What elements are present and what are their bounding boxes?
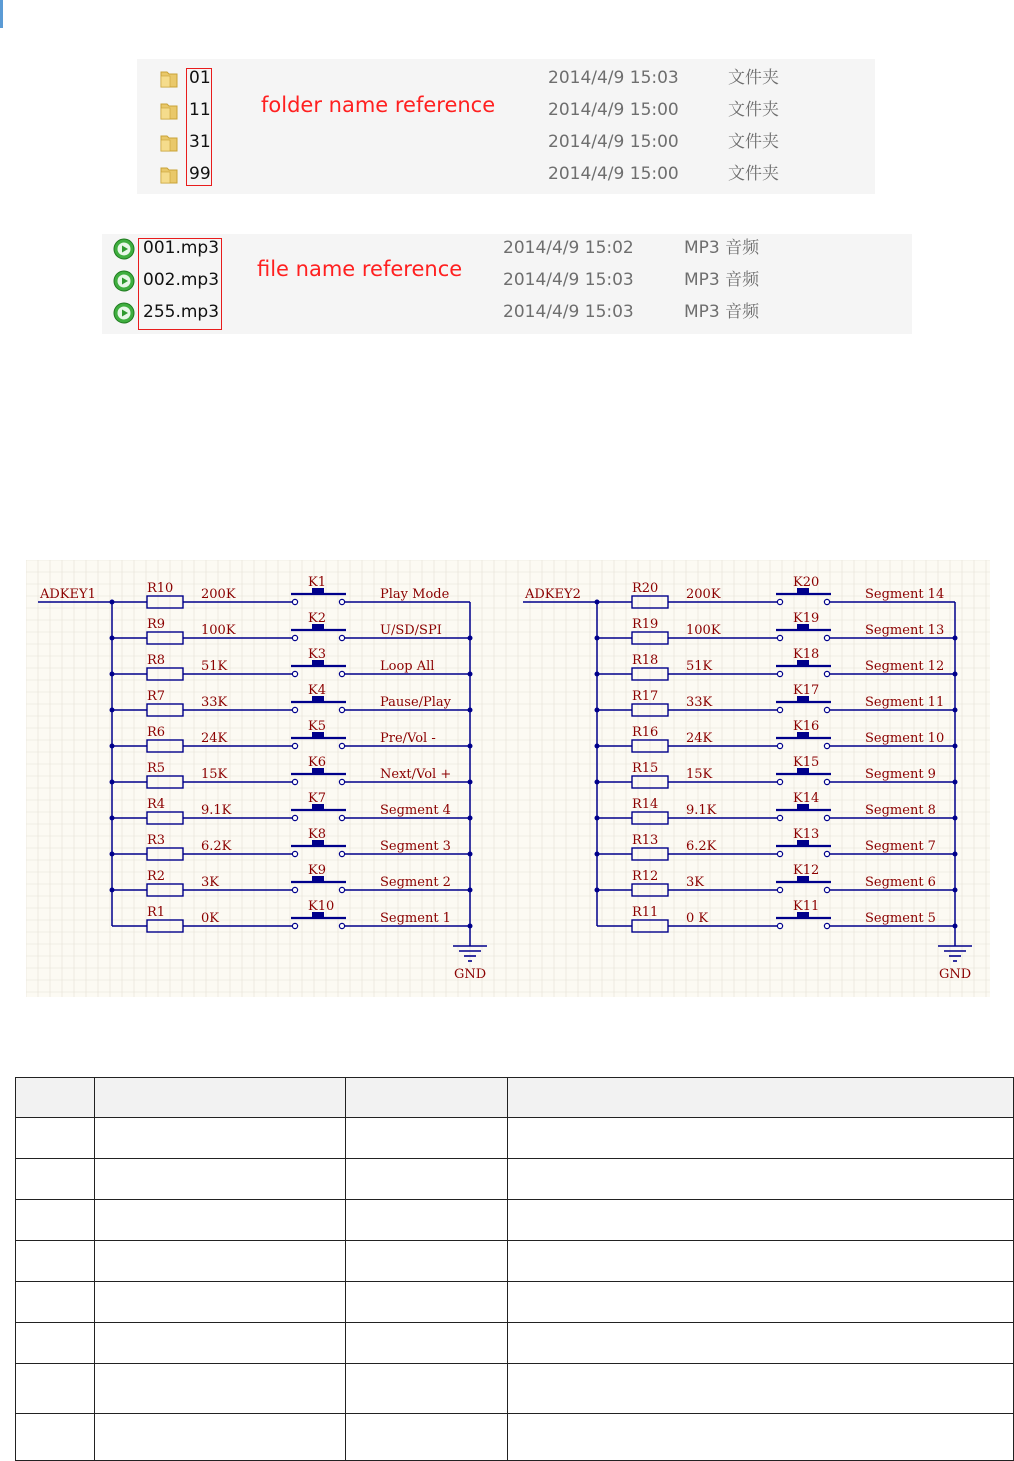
- table-cell: [508, 1200, 1014, 1241]
- key-function-label: Segment 6: [865, 875, 936, 890]
- key-function-label: Segment 7: [865, 839, 936, 854]
- folder-row[interactable]: [137, 130, 875, 162]
- table-cell: [16, 1241, 95, 1282]
- file-type: MP3 音频: [684, 238, 760, 258]
- table-row: [16, 1118, 1014, 1159]
- resistor-value-label: 100K: [201, 623, 236, 638]
- junction-dot: [953, 672, 958, 677]
- switch-pin: [777, 779, 782, 784]
- table-row: [16, 1323, 1014, 1364]
- gnd-label: GND: [939, 967, 972, 982]
- key-label: K14: [793, 791, 820, 806]
- resistor-label: R8: [147, 653, 166, 668]
- adkey-input-label: ADKEY2: [525, 587, 581, 602]
- table-cell: [508, 1323, 1014, 1364]
- key-function-label: Segment 1: [380, 911, 451, 926]
- key-label: K18: [793, 647, 820, 662]
- folder-date: 2014/4/9 15:00: [548, 100, 679, 120]
- key-function-label: Play Mode: [380, 587, 450, 602]
- junction-dot: [953, 708, 958, 713]
- resistor-label: R16: [632, 725, 659, 740]
- junction-dot: [468, 744, 473, 749]
- folder-type: 文件夹: [728, 164, 779, 184]
- junction-dot: [953, 924, 958, 929]
- folder-row[interactable]: [137, 162, 875, 194]
- file-date: 2014/4/9 15:02: [503, 238, 634, 258]
- key-label: K7: [308, 791, 326, 806]
- key-label: K4: [308, 683, 326, 698]
- folder-row[interactable]: [137, 66, 875, 98]
- junction-dot: [953, 636, 958, 641]
- switch-pin: [777, 599, 782, 604]
- table-cell: [345, 1118, 508, 1159]
- key-function-label: Segment 13: [865, 623, 945, 638]
- table-cell: [345, 1364, 508, 1414]
- switch-pin: [339, 779, 344, 784]
- resistor-value-label: 24K: [686, 731, 713, 746]
- table-cell: [16, 1414, 95, 1461]
- resistor-label: R7: [147, 689, 166, 704]
- switch-pin: [777, 923, 782, 928]
- folder-type: 文件夹: [728, 68, 779, 88]
- key-label: K20: [793, 575, 820, 590]
- switch-pin: [824, 635, 829, 640]
- switch-pin: [339, 743, 344, 748]
- resistor-value-label: 0 K: [686, 911, 709, 926]
- key-function-label: Next/Vol +: [380, 767, 452, 782]
- table-cell: [345, 1159, 508, 1200]
- switch-pin: [824, 887, 829, 892]
- resistor-label: R10: [147, 581, 174, 596]
- resistor-label: R15: [632, 761, 659, 776]
- resistor-value-label: 33K: [686, 695, 713, 710]
- gnd-label: GND: [454, 967, 487, 982]
- folder-type: 文件夹: [728, 100, 779, 120]
- file-list-panel: [102, 234, 912, 334]
- switch-pin: [777, 887, 782, 892]
- key-label: K17: [793, 683, 820, 698]
- resistor-value-label: 100K: [686, 623, 721, 638]
- key-function-label: Pause/Play: [380, 695, 452, 710]
- switch-pin: [339, 815, 344, 820]
- table-cell: [508, 1364, 1014, 1414]
- adkey-schematic: [26, 560, 990, 997]
- table-cell: [16, 1282, 95, 1323]
- resistor-value-label: 9.1K: [686, 803, 717, 818]
- folder-date: 2014/4/9 15:00: [548, 164, 679, 184]
- file-type: MP3 音频: [684, 302, 760, 322]
- key-function-label: Segment 10: [865, 731, 945, 746]
- switch-pin: [824, 671, 829, 676]
- key-function-label: U/SD/SPI: [380, 623, 442, 638]
- mp3-audio-icon: [113, 238, 135, 260]
- key-label: K10: [308, 899, 335, 914]
- pin-description-table: [15, 1077, 1014, 1461]
- table-cell: [16, 1364, 95, 1414]
- table-header-cell: [508, 1078, 1014, 1118]
- resistor-value-label: 6.2K: [686, 839, 717, 854]
- table-cell: [345, 1414, 508, 1461]
- key-label: K5: [308, 719, 326, 734]
- switch-pin: [824, 923, 829, 928]
- junction-dot: [468, 672, 473, 677]
- junction-dot: [468, 852, 473, 857]
- folder-name: 99: [189, 164, 211, 184]
- key-function-label: Pre/Vol -: [380, 731, 436, 746]
- switch-pin: [292, 671, 297, 676]
- table-cell: [94, 1241, 345, 1282]
- file-name: 002.mp3: [143, 270, 220, 290]
- switch-pin: [824, 707, 829, 712]
- folder-name: 11: [189, 100, 211, 120]
- file-row[interactable]: [102, 268, 912, 300]
- switch-pin: [777, 635, 782, 640]
- key-function-label: Segment 3: [380, 839, 451, 854]
- key-function-label: Segment 9: [865, 767, 936, 782]
- key-label: K13: [793, 827, 820, 842]
- table-cell: [16, 1323, 95, 1364]
- switch-pin: [292, 923, 297, 928]
- resistor-label: R6: [147, 725, 166, 740]
- table-header-cell: [94, 1078, 345, 1118]
- key-function-label: Segment 4: [380, 803, 451, 818]
- resistor-label: R2: [147, 869, 166, 884]
- resistor-label: R12: [632, 869, 659, 884]
- resistor-value-label: 15K: [201, 767, 228, 782]
- switch-pin: [777, 815, 782, 820]
- switch-pin: [824, 779, 829, 784]
- switch-pin: [777, 851, 782, 856]
- file-date: 2014/4/9 15:03: [503, 270, 634, 290]
- resistor-value-label: 15K: [686, 767, 713, 782]
- switch-pin: [339, 599, 344, 604]
- table-cell: [508, 1282, 1014, 1323]
- table-cell: [94, 1282, 345, 1323]
- folder-name: 31: [189, 132, 211, 152]
- table-cell: [94, 1118, 345, 1159]
- table-header-cell: [345, 1078, 508, 1118]
- resistor-label: R11: [632, 905, 659, 920]
- page-edge-marker: [0, 0, 3, 28]
- resistor-label: R13: [632, 833, 659, 848]
- resistor-label: R20: [632, 581, 659, 596]
- switch-pin: [292, 635, 297, 640]
- key-label: K2: [308, 611, 326, 626]
- resistor-value-label: 51K: [686, 659, 713, 674]
- switch-pin: [339, 851, 344, 856]
- resistor-label: R18: [632, 653, 659, 668]
- table-cell: [94, 1323, 345, 1364]
- resistor-value-label: 200K: [201, 587, 236, 602]
- switch-pin: [292, 779, 297, 784]
- junction-dot: [953, 852, 958, 857]
- table-header-row: [16, 1078, 1014, 1118]
- resistor-value-label: 6.2K: [201, 839, 232, 854]
- switch-pin: [292, 707, 297, 712]
- switch-pin: [292, 743, 297, 748]
- table-cell: [16, 1118, 95, 1159]
- switch-pin: [339, 635, 344, 640]
- switch-pin: [292, 599, 297, 604]
- key-function-label: Segment 8: [865, 803, 936, 818]
- table-cell: [508, 1118, 1014, 1159]
- folder-list-panel: [137, 59, 875, 194]
- table-row: [16, 1159, 1014, 1200]
- switch-pin: [824, 851, 829, 856]
- file-date: 2014/4/9 15:03: [503, 302, 634, 322]
- junction-dot: [468, 924, 473, 929]
- folder-date: 2014/4/9 15:00: [548, 132, 679, 152]
- switch-pin: [292, 887, 297, 892]
- file-row[interactable]: [102, 236, 912, 268]
- key-function-label: Segment 5: [865, 911, 936, 926]
- junction-dot: [468, 636, 473, 641]
- junction-dot: [468, 780, 473, 785]
- table-cell: [94, 1364, 345, 1414]
- key-function-label: Segment 2: [380, 875, 451, 890]
- table-row: [16, 1414, 1014, 1461]
- key-function-label: Segment 14: [865, 587, 945, 602]
- folder-icon: [159, 165, 179, 185]
- file-name: 001.mp3: [143, 238, 220, 258]
- junction-dot: [953, 816, 958, 821]
- resistor-label: R4: [147, 797, 166, 812]
- junction-dot: [468, 888, 473, 893]
- switch-pin: [339, 887, 344, 892]
- table-cell: [16, 1159, 95, 1200]
- file-name: 255.mp3: [143, 302, 220, 322]
- junction-dot: [468, 708, 473, 713]
- resistor-value-label: 3K: [686, 875, 704, 890]
- key-label: K8: [308, 827, 326, 842]
- switch-pin: [824, 743, 829, 748]
- resistor-label: R3: [147, 833, 166, 848]
- folder-icon: [159, 69, 179, 89]
- resistor-value-label: 3K: [201, 875, 219, 890]
- table-cell: [345, 1200, 508, 1241]
- resistor-label: R17: [632, 689, 659, 704]
- junction-dot: [953, 780, 958, 785]
- table-header-cell: [16, 1078, 95, 1118]
- resistor-label: R14: [632, 797, 659, 812]
- folder-name-reference-label: folder name reference: [261, 93, 496, 117]
- table-cell: [508, 1159, 1014, 1200]
- table-row: [16, 1200, 1014, 1241]
- switch-pin: [339, 923, 344, 928]
- file-row[interactable]: [102, 300, 912, 332]
- resistor-label: R19: [632, 617, 659, 632]
- resistor-value-label: 0K: [201, 911, 219, 926]
- switch-pin: [292, 851, 297, 856]
- table-cell: [94, 1159, 345, 1200]
- table-cell: [345, 1323, 508, 1364]
- table-cell: [94, 1414, 345, 1461]
- adkey-input-label: ADKEY1: [40, 587, 96, 602]
- mp3-audio-icon: [113, 302, 135, 324]
- junction-dot: [468, 816, 473, 821]
- switch-pin: [824, 815, 829, 820]
- switch-pin: [824, 599, 829, 604]
- resistor-label: R1: [147, 905, 166, 920]
- table-cell: [508, 1414, 1014, 1461]
- table-cell: [508, 1241, 1014, 1282]
- table-cell: [345, 1241, 508, 1282]
- table-row: [16, 1241, 1014, 1282]
- key-label: K15: [793, 755, 820, 770]
- folder-name: 01: [189, 68, 211, 88]
- key-label: K3: [308, 647, 326, 662]
- folder-date: 2014/4/9 15:03: [548, 68, 679, 88]
- key-function-label: Segment 11: [865, 695, 945, 710]
- switch-pin: [339, 707, 344, 712]
- resistor-value-label: 51K: [201, 659, 228, 674]
- folder-type: 文件夹: [728, 132, 779, 152]
- resistor-value-label: 9.1K: [201, 803, 232, 818]
- folder-icon: [159, 101, 179, 121]
- junction-dot: [953, 744, 958, 749]
- junction-dot: [953, 888, 958, 893]
- table-cell: [345, 1282, 508, 1323]
- table-cell: [16, 1200, 95, 1241]
- key-function-label: Loop All: [380, 659, 435, 674]
- key-label: K6: [308, 755, 326, 770]
- switch-pin: [777, 743, 782, 748]
- key-label: K11: [793, 899, 820, 914]
- key-label: K19: [793, 611, 820, 626]
- adkey-schematic-drawing: [26, 560, 990, 997]
- switch-pin: [339, 671, 344, 676]
- key-function-label: Segment 12: [865, 659, 945, 674]
- key-label: K9: [308, 863, 326, 878]
- mp3-audio-icon: [113, 270, 135, 292]
- table-row: [16, 1364, 1014, 1414]
- key-label: K1: [308, 575, 326, 590]
- switch-pin: [777, 707, 782, 712]
- table-cell: [94, 1200, 345, 1241]
- resistor-value-label: 24K: [201, 731, 228, 746]
- resistor-label: R9: [147, 617, 166, 632]
- key-label: K16: [793, 719, 820, 734]
- file-name-reference-label: file name reference: [257, 257, 463, 281]
- resistor-value-label: 33K: [201, 695, 228, 710]
- table-row: [16, 1282, 1014, 1323]
- folder-icon: [159, 133, 179, 153]
- file-type: MP3 音频: [684, 270, 760, 290]
- folder-row[interactable]: [137, 98, 875, 130]
- key-label: K12: [793, 863, 820, 878]
- resistor-value-label: 200K: [686, 587, 721, 602]
- resistor-label: R5: [147, 761, 166, 776]
- switch-pin: [777, 671, 782, 676]
- switch-pin: [292, 815, 297, 820]
